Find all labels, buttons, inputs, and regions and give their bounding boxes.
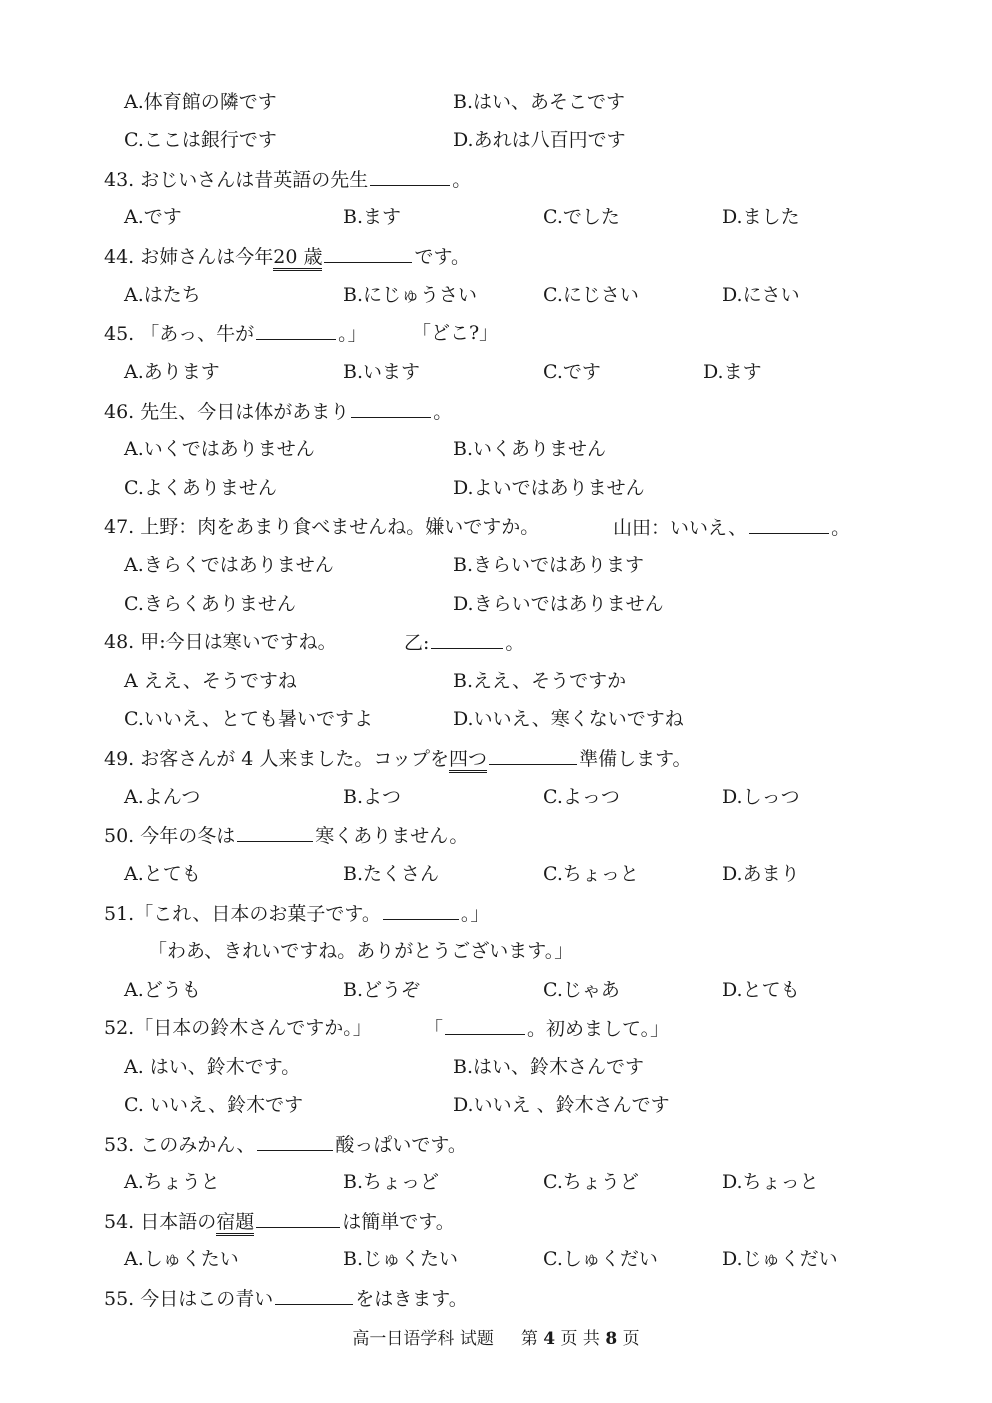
q51-option-d: D.とても	[722, 979, 800, 1001]
q44-option-c: C.にじさい	[543, 284, 639, 306]
q47-reply-text: 山田：いいえ、	[613, 517, 748, 539]
q45-option-b: B.います	[343, 361, 421, 383]
q48-option-b: B.ええ、そうですか	[453, 670, 627, 692]
q46-question	[104, 399, 452, 424]
q44-underlined-word: 20 歳	[273, 246, 322, 271]
q50-question	[104, 823, 468, 848]
footer-page-end: 页	[622, 1329, 640, 1349]
q52-reply-start: 「	[424, 1018, 444, 1040]
q49-option-b: B.よつ	[343, 786, 402, 808]
q45-option-d: D.ます	[703, 361, 762, 383]
q44-question	[104, 244, 470, 269]
q47-option-a: A.きらくではありません	[124, 554, 334, 576]
q46-option-c: C.よくありません	[124, 477, 277, 499]
q52-question: 52.「日本の鈴木さんですか。」	[104, 1017, 372, 1039]
q54-option-b: B.じゅくたい	[343, 1248, 459, 1270]
q43-stem: 43. おじいさんは昔英語の先生	[104, 169, 369, 191]
q47-option-d: D.きらいではありません	[453, 593, 664, 615]
answer-blank	[275, 1286, 353, 1305]
q49-option-d: D.しっつ	[722, 786, 800, 808]
q51-stem: 51.「これ、日本のお菓子です。	[104, 903, 381, 925]
q54-end: は簡単です。	[342, 1211, 455, 1233]
q48-end: 。	[505, 632, 525, 654]
q43-question	[104, 167, 471, 192]
q43-option-b: B.ます	[343, 206, 402, 228]
q47-option-b: B.きらいではあります	[453, 554, 645, 576]
q50-option-a: A.とても	[124, 863, 201, 885]
q54-stem: 54. 日本語の	[104, 1211, 217, 1233]
q48-question: 48. 甲:今日は寒いですね。	[104, 631, 337, 653]
q53-stem: 53. このみかん、	[104, 1134, 256, 1156]
q43-option-a: A.です	[124, 206, 182, 228]
q46-stem: 46. 先生、今日は体があまり	[104, 401, 350, 423]
footer-page-mid: 页 共	[560, 1329, 600, 1349]
q45-end: 。」	[338, 323, 367, 345]
q51-option-b: B.どうぞ	[343, 979, 421, 1001]
q49-end: 準備します。	[579, 748, 692, 770]
answer-blank	[370, 167, 450, 186]
q52-option-c: C. いいえ、鈴木です	[124, 1094, 304, 1116]
q54-question	[104, 1209, 455, 1234]
q50-end: 寒くありません。	[315, 825, 469, 847]
q48-reply-text: 乙:	[404, 632, 430, 654]
q48-reply	[404, 630, 524, 655]
q54-option-c: C.しゅくだい	[543, 1248, 658, 1270]
q49-underlined-word: 四つ	[449, 748, 487, 773]
q48-option-c: C.いいえ、とても暑いですよ	[124, 708, 374, 730]
answer-blank	[257, 1132, 333, 1151]
q53-option-a: A.ちょうと	[124, 1171, 220, 1193]
q44-option-b: B.にじゅうさい	[343, 284, 478, 306]
q48-option-d: D.いいえ、寒くないですね	[453, 708, 684, 730]
q45-question	[104, 321, 367, 346]
q53-question	[104, 1132, 467, 1157]
q46-option-b: B.いくありません	[453, 438, 607, 460]
footer-page-label: 第	[520, 1329, 538, 1349]
q45-reply: 「どこ?」	[412, 322, 499, 344]
q50-option-d: D.あまり	[722, 863, 800, 885]
answer-blank	[324, 244, 412, 263]
q55-end: をはきます。	[355, 1288, 468, 1310]
q54-underlined-word: 宿題	[216, 1211, 254, 1236]
q44-option-d: D.にさい	[722, 284, 800, 306]
q49-option-c: C.よっつ	[543, 786, 620, 808]
footer-page-number: 4	[543, 1329, 556, 1349]
q53-option-d: D.ちょっと	[722, 1171, 819, 1193]
q48-option-a: A ええ、そうですね	[124, 670, 297, 692]
q45-stem: 45. 「あっ、牛が	[104, 323, 255, 345]
answer-blank	[431, 630, 503, 649]
q47-question: 47. 上野：肉をあまり食べませんね。嫌いですか。	[104, 516, 540, 538]
q47-end: 。	[831, 517, 851, 539]
q53-end: 酸っぱいです。	[335, 1134, 467, 1156]
q49-question	[104, 746, 692, 771]
q52-option-a: A. はい、鈴木です。	[124, 1056, 301, 1078]
q52-end: 。初めまして。」	[527, 1018, 670, 1040]
q42-option-b: B.はい、あそこです	[453, 91, 626, 113]
answer-blank	[256, 321, 336, 340]
q42-option-a: A.体育館の隣です	[124, 91, 277, 113]
q47-reply	[613, 515, 850, 540]
q45-option-a: A.あります	[124, 361, 220, 383]
q43-option-c: C.でした	[543, 206, 620, 228]
q52-option-b: B.はい、鈴木さんです	[453, 1056, 645, 1078]
q44-option-a: A.はたち	[124, 284, 201, 306]
q43-option-d: D.ました	[722, 206, 800, 228]
q49-option-a: A.よんつ	[124, 786, 201, 808]
q50-stem: 50. 今年の冬は	[104, 825, 236, 847]
answer-blank	[749, 515, 829, 534]
answer-blank	[489, 746, 577, 765]
q52-reply	[424, 1016, 669, 1041]
q53-option-b: B.ちょっど	[343, 1171, 440, 1193]
answer-blank	[383, 901, 459, 920]
answer-blank	[256, 1209, 340, 1228]
page-footer	[0, 1328, 992, 1350]
q50-option-b: B.たくさん	[343, 863, 440, 885]
q45-option-c: C.です	[543, 361, 601, 383]
q46-option-d: D.よいではありません	[453, 477, 645, 499]
q51-option-a: A.どうも	[124, 979, 201, 1001]
q55-question	[104, 1286, 468, 1311]
answer-blank	[351, 399, 431, 418]
q54-option-a: A.しゅくたい	[124, 1248, 239, 1270]
q51-option-c: C.じゃあ	[543, 979, 620, 1001]
footer-title: 高一日语学科 试题	[352, 1329, 494, 1349]
q44-stem: 44. お姉さんは今年	[104, 246, 274, 268]
footer-page-total: 8	[605, 1329, 618, 1349]
answer-blank	[445, 1016, 525, 1035]
answer-blank	[237, 823, 313, 842]
q43-end: 。	[452, 169, 472, 191]
q55-stem: 55. 今日はこの青い	[104, 1288, 274, 1310]
q51-question	[104, 901, 489, 926]
q51-line2: 「わあ、きれいですね。ありがとうございます。」	[148, 940, 574, 962]
q54-option-d: D.じゅくだい	[722, 1248, 838, 1270]
q50-option-c: C.ちょっと	[543, 863, 639, 885]
q42-option-c: C.ここは銀行です	[124, 129, 277, 151]
q49-stem: 49. お客さんが 4 人来ました。コップを	[104, 748, 450, 770]
q42-option-d: D.あれは八百円です	[453, 129, 626, 151]
q53-option-c: C.ちょうど	[543, 1171, 639, 1193]
q46-end: 。	[433, 401, 453, 423]
q44-end: です。	[414, 246, 470, 268]
q52-option-d: D.いいえ 、鈴木さんです	[453, 1094, 670, 1116]
q51-end: 。」	[460, 903, 490, 925]
q46-option-a: A.いくではありません	[124, 438, 315, 460]
q47-option-c: C.きらくありません	[124, 593, 296, 615]
